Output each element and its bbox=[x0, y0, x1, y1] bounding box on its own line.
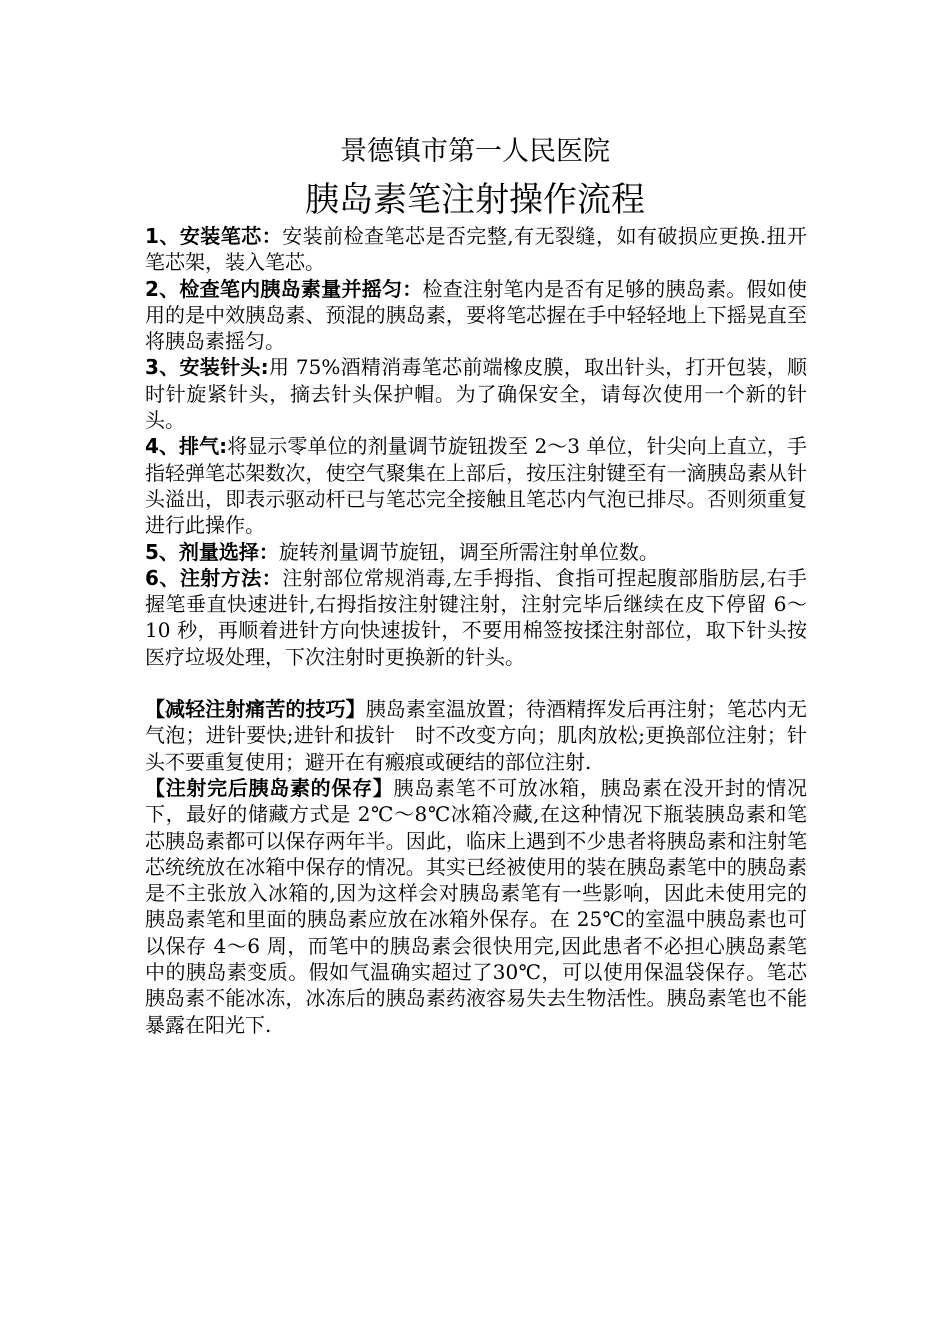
step-paragraph bbox=[145, 565, 807, 670]
step-text: 安装前检查笔芯是否完整,有无裂缝，如有破损应更换.扭开笔芯架，装入笔芯。 bbox=[145, 224, 808, 275]
step-paragraph bbox=[145, 539, 807, 565]
step-label: 5、剂量选择： bbox=[145, 539, 279, 564]
step-text: 用 75%酒精消毒笔芯前端橡皮膜，取出针头，打开包装，顺时针旋紧针头，摘去针头保护帽。为了确保安全，请每次使用一个新的针头。 bbox=[145, 355, 807, 433]
hospital-name: 景德镇市第一人民医院 bbox=[340, 136, 610, 167]
step-label: 6、注射方法： bbox=[145, 565, 283, 590]
step-paragraph bbox=[145, 223, 807, 276]
step-label: 4、排气: bbox=[145, 434, 228, 459]
storage-label: 【注射完后胰岛素的保存】 bbox=[145, 775, 394, 800]
step-paragraph bbox=[145, 354, 807, 433]
step-text: 检查注射笔内是否有足够的胰岛素。假如使用的是中效胰岛素、预混的胰岛素，要将笔芯握在手中轻轻地上下摇晃直至将胰岛素摇匀。 bbox=[145, 276, 807, 354]
tips-paragraph bbox=[145, 696, 807, 775]
storage-text: 胰岛素笔不可放冰箱，胰岛素在没开封的情况下，最好的储藏方式是 2℃～8℃冰箱冷藏,在这种情况下瓶装胰岛素和笔芯胰岛素都可以保存两年半。因此，临床上遇到不少患者将胰岛素和注射笔芯统统放在冰箱中保存的情况。其实已经被使用的装在胰岛素笔中的胰岛素是不主张放入冰箱的,因为这样会对胰岛素笔有一些影响，因此未使用完的胰岛素笔和里面的胰岛素应放在冰箱外保存。在 25℃的室温中胰岛素也可以保存 4～6 周，而笔中的胰岛素会很快用完,因此患者不必担心胰岛素笔中的胰岛素变质。假如气温确实超过了30℃，可以使用保温袋保存。笔芯胰岛素不能冰冻，冰冻后的胰岛素药液容易失去生物活性。胰岛素笔也不能暴露在阳光下. bbox=[145, 775, 808, 1037]
paragraph-spacer bbox=[145, 670, 807, 696]
step-label: 3、安装针头: bbox=[145, 355, 269, 380]
step-paragraph bbox=[145, 433, 807, 538]
step-text: 将显示零单位的剂量调节旋钮拨至 2～3 单位，针尖向上直立，手指轻弹笔芯架数次，使空气聚集在上部后，按压注射键至有一滴胰岛素从针头溢出，即表示驱动杆已与笔芯完全接触且笔芯内气泡已排尽。否则须重复进行此操作。 bbox=[145, 434, 807, 538]
tips-text: 胰岛素室温放置；待酒精挥发后再注射；笔芯内无气泡；进针要快;进针和拔针 时不改变方向；肌肉放松;更换部位注射；针头不要重复使用；避开在有瘢痕或硬结的部位注射. bbox=[145, 697, 807, 774]
step-text: 旋转剂量调节旋钮，调至所需注射单位数。 bbox=[278, 539, 659, 564]
storage-paragraph bbox=[145, 775, 807, 1038]
step-text: 注射部位常规消毒,左手拇指、食指可捏起腹部脂肪层,右手握笔垂直快速进针,右拇指按注射键注射，注射完毕后继续在皮下停留 6～10 秒，再顺着进针方向快速拔针，不要用棉签按揉注射部位，取下针头按医疗垃圾处理，下次注射时更换新的针头。 bbox=[145, 565, 808, 669]
step-label: 2、检查笔内胰岛素量并摇匀： bbox=[145, 276, 423, 301]
step-label: 1、安装笔芯： bbox=[145, 224, 283, 248]
tips-label: 【减轻注射痛苦的技巧】 bbox=[145, 697, 366, 722]
document-title: 胰岛素笔注射操作流程 bbox=[305, 180, 645, 220]
step-paragraph bbox=[145, 276, 807, 355]
document-body bbox=[145, 223, 807, 1038]
